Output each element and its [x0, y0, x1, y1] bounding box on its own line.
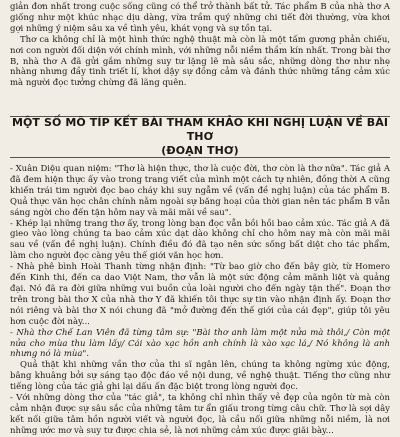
- body-paragraph-5-text: Quả thật khi những vần thơ của thi sĩ ngân lên, chúng ta không ngừng xúc động, bâng khuâng bởi sự sáng tạo độc đáo về nội dung, về nghệ thuật. Tiếng thơ cũng như tiếng lòng của tác giả ghi lại dấu ấn đặc biệt trong lòng người đọc.: [10, 360, 390, 393]
- body-paragraph-2: - Khép lại những trang thơ ấy, trong lòng bạn đọc vẫn bồi hồi bao cảm xúc. Tác giả A đã gieo vào lòng chúng ta bao cảm xúc dạt dào không chỉ cho hôm nay mà còn mãi mãi sau về (vấn đề nghị luận). Chính điều đó đã tạo nên sức sống bất diệt cho tác phẩm, làm cho người đọc càng yêu thế giới văn học hơn.: [10, 218, 390, 262]
- body-paragraph-5: [10, 360, 390, 393]
- body-paragraph-6: - Với những dòng thơ của "tác giả", ta không chỉ nhìn thấy vẻ đẹp của ngôn từ mà còn cảm nhận được sự sâu sắc của những tâm tư ẩn giấu trong từng câu chữ. Thơ là sợi dây kết nối giữa tâm hồn người viết và người đọc, là cầu nối giữa những nỗi niềm, là nơi những ước mơ và suy tư được chia sẻ, là nơi những cảm xúc được giãi bày...: [10, 393, 390, 436]
- body-paragraph-4-quote: - Nhà thơ Chế Lan Viên đã từng tâm sự: "Bài thơ anh làm một nửa mà thôi,/ Còn một nửa cho mùa thu làm lấy/ Cái xào xạc hồn anh chính là xào xạc lá,/ Nó không là anh nhưng nó là mùa".: [10, 327, 390, 360]
- body-paragraph-3: - Nhà phê bình Hoài Thanh từng nhận định: "Từ bao giờ cho đến bây giờ, từ Homero đến Kinh thi, đến ca dao Việt Nam, thơ vẫn là một sức động cảm mãnh liệt và quảng đại. Nó đã ra đời giữa những vui buồn của loài người cho đến ngày tận thế". Đoạn thơ trên trong bài thơ X của nhà thơ Y đã khiến tôi thực sự tin vào nhận định ấy. Đoạn thơ nói riêng và bài thơ X nói chung đã "mở đường đến thế giới của cái đẹp", giúp tôi yêu hơn cuộc đời này...: [10, 262, 390, 327]
- body-paragraph-1: - Xuân Diệu quan niệm: "Thơ là hiện thực, thơ là cuộc đời, thơ còn là thơ nữa". Tác giả A đã đem hiện thực ấy vào trong trang viết của mình một cách tự nhiên, đồng thời A cũng khiến trái tim người đọc bao cháy khi suy ngẫm về (vấn đề nghị luận) của tác phẩm B. Quả thực văn học chân chính nằm ngoài sự băng hoại của thời gian nên tác phẩm B vẫn sáng ngời cho đến tận hôm nay và mãi mãi về sau".: [10, 164, 390, 218]
- section-heading-subtitle: (ĐOẠN THƠ): [161, 144, 239, 157]
- body-section: [10, 164, 390, 437]
- intro-paragraph-continued: giản đơn nhất trong cuộc sống cũng có thể trở thành bất tử. Tác phẩm B của nhà thơ A giống như một khúc nhạc dịu dàng, vừa trầm quý những chi tiết đời thường, vừa khơi gợi những ý niệm sâu xa về tình yêu, khát vọng và sự tồn tại.: [10, 2, 390, 34]
- intro-paragraph: [10, 35, 390, 90]
- section-heading-title: MỘT SỐ MÔ TÍP KẾT BÀI THAM KHẢO KHI NGHỊ LUẬN VỀ BÀI THƠ: [11, 116, 389, 143]
- intro-paragraph-text: Thơ ca không chỉ là một hình thức nghệ thuật mà còn là một tấm gương phản chiếu, nơi con người đối diện với chính mình, với những nỗi niềm thầm kín nhất. Trong bài thơ B, nhà thơ A đã gửi gắm những suy tư lặng lẽ mà sâu sắc, những dòng thơ như nhẹ nhàng nhưng đầy tinh triết lí, khơi dậy sự đồng cảm và đánh thức những tầng cảm xúc mà người đọc tưởng chừng đã lãng quên.: [10, 34, 390, 89]
- intro-section: [10, 2, 390, 89]
- section-heading: [10, 116, 390, 158]
